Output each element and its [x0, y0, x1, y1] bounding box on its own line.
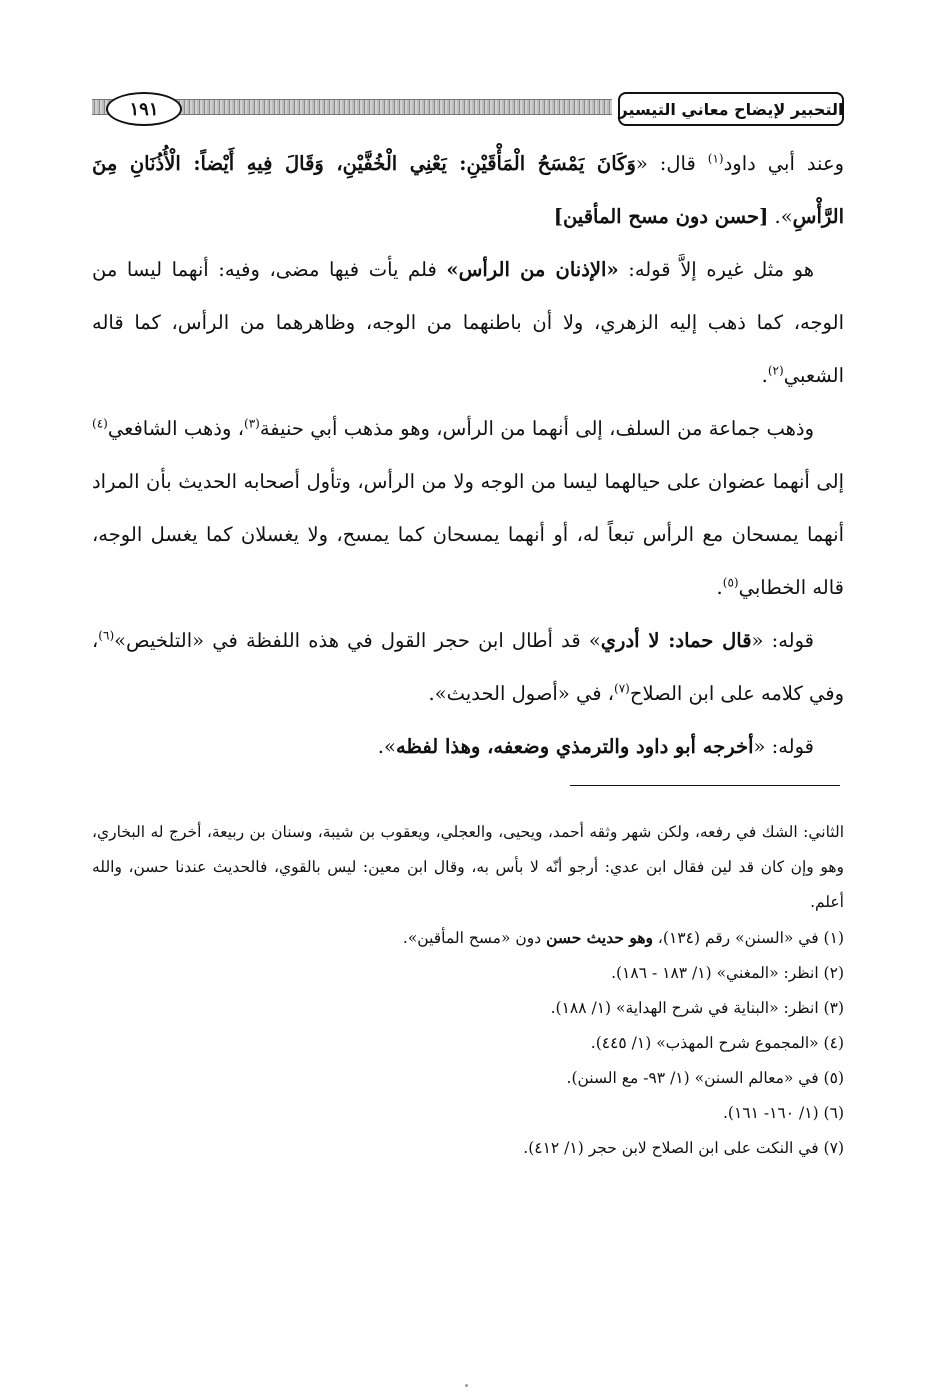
- footnote-6: (٦) (١/ ١٦٠- ١٦١).: [722, 1104, 844, 1122]
- text-segment: (١) في «السنن» رقم (١٣٤)،: [653, 929, 844, 947]
- text-segment: ، في «أصول الحديث».: [428, 682, 615, 705]
- text-segment: ، وفي كلامه على ابن الصلاح: [92, 629, 844, 705]
- paragraph-5: [92, 720, 844, 773]
- text-segment: ».: [377, 735, 396, 758]
- footnote-ref: (٧): [614, 681, 630, 696]
- quoted-phrase: «الإذنان من الرأس»: [446, 258, 619, 281]
- text-segment: قوله: «: [751, 629, 814, 652]
- footnote-ref: (٤): [92, 416, 108, 431]
- text-segment: إلى أنهما عضوان على حيالهما ليسا من الوجه ولا من الرأس، وتأول أصحابه الحديث بأن المراد أنهما يمسحان مع الرأس تبعاً له، أو أنهما يمسحان كما يمسح، ولا يغسلان كما يغسل الوجه، قاله الخطابي: [92, 470, 844, 599]
- footnote-separator: [570, 785, 840, 786]
- hadith-grade: وهو حديث حسن: [546, 928, 653, 947]
- footnote-ref: (٥): [722, 575, 739, 590]
- footnote-7: (٧) في النكت على ابن الصلاح لابن حجر (١/ ٤١٢).: [523, 1139, 844, 1157]
- hadith-text: وَكَانَ يَمْسَحُ الْمَأْقَيْنِ: يَعْنِي الْخُفَّيْنِ، وَقَالَ فِيهِ أَيْضاً: الْأُذُنَانِ مِنَ الرَّأْسِ: [92, 152, 844, 228]
- paragraph-2: [92, 243, 844, 402]
- book-title: التحبير لإيضاح معاني التيسير: [618, 92, 844, 126]
- paragraph-3: [92, 402, 844, 614]
- text-segment: وذهب جماعة من السلف، إلى أنهما من الرأس، وهو مذهب أبي حنيفة: [259, 417, 815, 440]
- footnote-3: (٣) انظر: «البناية في شرح الهداية» (١/ ١٨٨).: [550, 999, 844, 1017]
- paragraph-1: [92, 137, 844, 243]
- page-header: [92, 92, 844, 126]
- footnote-ref: (١): [707, 151, 724, 166]
- main-text: [92, 137, 844, 773]
- footnote-5: (٥) في «معالم السنن» (١/ ٩٣- مع السنن).: [566, 1069, 844, 1087]
- footnote-ref: (٢): [767, 363, 784, 378]
- text-segment: دون «مسح المأقين».: [402, 929, 547, 947]
- paragraph-4: [92, 614, 844, 720]
- quoted-phrase: أخرجه أبو داود والترمذي وضعفه، وهذا لفظه: [395, 735, 754, 758]
- footnote-1: [92, 920, 844, 956]
- footnote-2: (٢) انظر: «المغني» (١/ ١٨٣ - ١٨٦).: [611, 964, 844, 982]
- footnotes: [92, 815, 844, 1166]
- text-segment: .: [761, 364, 768, 387]
- footnote-ref: (٦): [98, 628, 115, 643]
- hadith-grade: [حسن دون مسح المأقين]: [553, 205, 769, 228]
- text-segment: ، وذهب الشافعي: [107, 417, 244, 440]
- page-number: ١٩١: [106, 92, 182, 126]
- quoted-phrase: قال حماد: لا أدري: [600, 629, 752, 652]
- footnote-ref: (٣): [244, 416, 260, 431]
- text-segment: وعند أبي داود: [723, 152, 844, 175]
- text-segment: فلم يأت فيها مضى، وفيه: أنهما ليسا من الوجه، كما ذهب إليه الزهري، ولا أن باطنهما من الوجه، وظاهرهما من الرأس، كما قاله الشعبي: [92, 258, 844, 387]
- footnote-4: (٤) «المجموع شرح المهذب» (١/ ٤٤٥).: [590, 1034, 844, 1052]
- footnote-continuation: الثاني: الشك في رفعه، ولكن شهر وثقه أحمد، ويحيى، والعجلي، ويعقوب بن شيبة، وسنان بن ربيعة، أخرج له البخاري، وهو وإن كان قد لين فقال ابن عدي: أرجو أنّه لا بأس به، وقال ابن معين: ليس بالقوي، فالحديث عندنا حسن، والله أعلم.: [92, 823, 844, 911]
- text-segment: هو مثل غيره إلاَّ قوله:: [618, 258, 815, 281]
- text-segment: قوله: «: [753, 735, 814, 758]
- scan-dot: [465, 1384, 468, 1387]
- text-segment: .: [716, 576, 723, 599]
- text-segment: ».: [768, 205, 793, 228]
- text-segment: قال: «: [635, 152, 708, 175]
- text-segment: » قد أطال ابن حجر القول في هذه اللفظة في «التلخيص»: [114, 629, 601, 652]
